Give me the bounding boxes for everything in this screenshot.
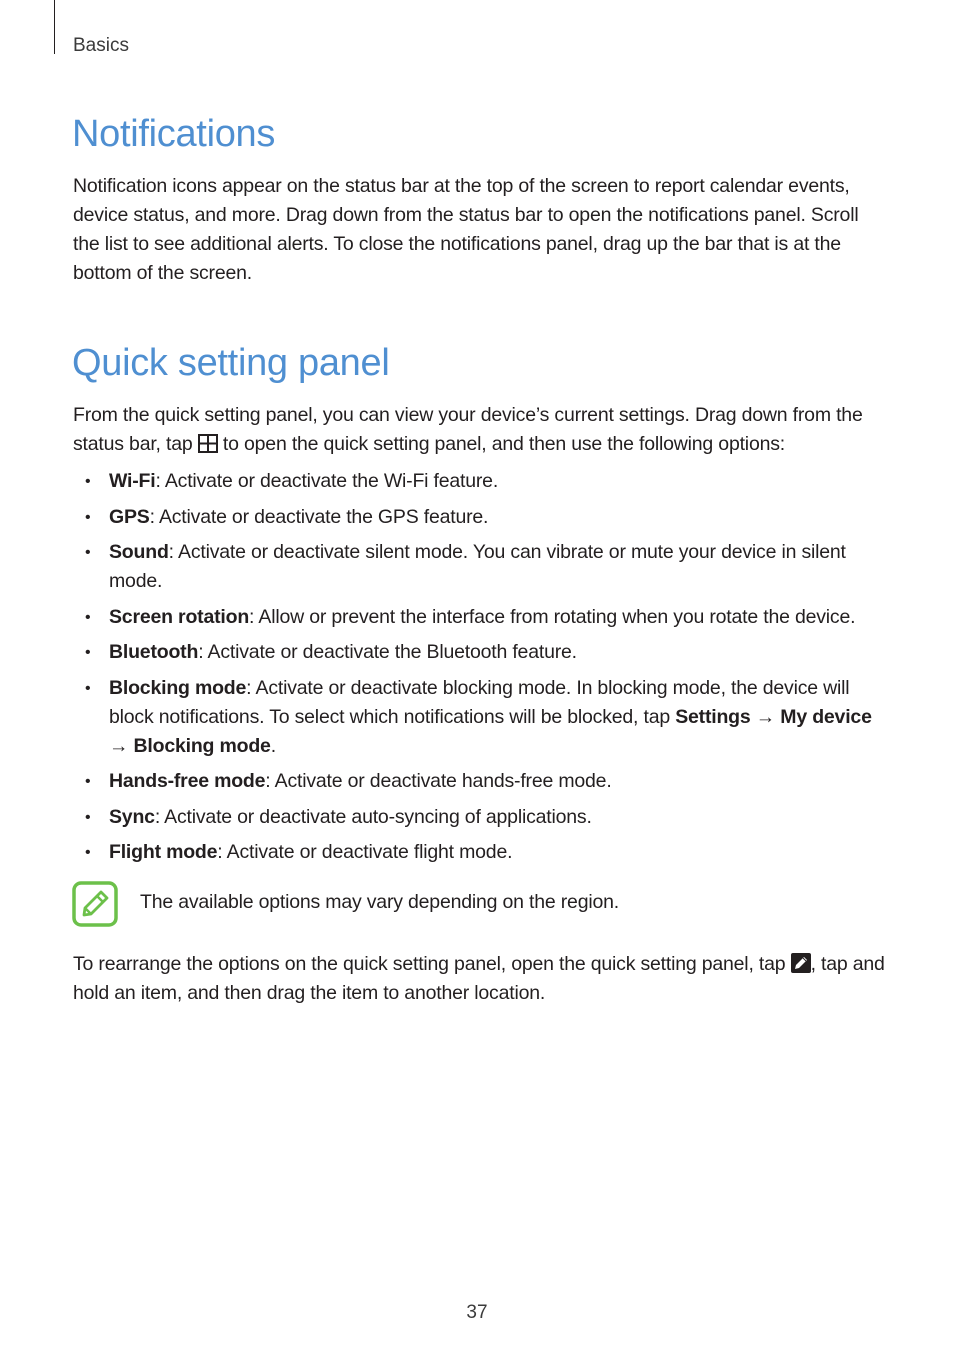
rearrange-paragraph	[73, 950, 885, 1008]
bullet: •	[85, 544, 91, 561]
bullet: •	[85, 608, 91, 626]
list-item	[73, 467, 885, 496]
path-my-device: My device	[780, 705, 872, 728]
rearrange-text-before: To rearrange the options on the quick setting panel, open the quick setting panel, tap	[73, 953, 791, 975]
option-desc: : Allow or prevent the interface from rotating when you rotate the device.	[249, 605, 856, 628]
option-term: Wi-Fi	[109, 470, 156, 492]
notifications-body: Notification icons appear on the status bar at the top of the screen to report calendar events, device status, and more. Drag down from the status bar to open the notifications panel. Scroll the list to see additional alerts. To close the notifications panel, drag up the bar that is at the bottom of the screen.	[73, 175, 859, 284]
intro-text-before: From the quick setting panel, you can view your device’s current settings. Drag down from the status bar, tap	[73, 404, 863, 455]
option-term: Hands-free mode	[109, 770, 266, 792]
list-item	[73, 803, 885, 832]
option-desc: : Activate or deactivate silent mode. You can vibrate or mute your device in silent mode.	[109, 541, 846, 592]
option-term: GPS	[109, 505, 150, 528]
option-desc: : Activate or deactivate the GPS feature.	[149, 505, 489, 528]
bullet: •	[85, 844, 91, 861]
quick-settings-grid-icon	[198, 434, 218, 453]
margin-rule	[54, 0, 55, 54]
bullet: •	[85, 679, 91, 697]
path-settings: Settings	[675, 705, 751, 728]
notifications-heading: Notifications	[72, 113, 276, 155]
option-term: Bluetooth	[109, 641, 199, 663]
option-desc: : Activate or deactivate flight mode.	[217, 841, 513, 863]
bullet: •	[85, 508, 91, 526]
option-desc: : Activate or deactivate the Wi-Fi feature.	[155, 470, 499, 492]
edit-pencil-icon	[791, 953, 811, 973]
intro-text-after: to open the quick setting panel, and then use the following options:	[217, 433, 785, 455]
option-term: Screen rotation	[109, 605, 250, 628]
path-arrow: →	[109, 734, 134, 757]
list-item	[73, 674, 885, 761]
options-list	[73, 467, 885, 874]
option-desc: : Activate or deactivate auto-syncing of applications.	[154, 805, 592, 828]
option-term: Sync	[109, 805, 155, 828]
option-term: Blocking mode	[109, 676, 247, 699]
bullet: •	[85, 473, 91, 490]
bullet: •	[85, 808, 91, 826]
quick-setting-heading: Quick setting panel	[72, 342, 390, 384]
note-text: The available options may vary depending on the region.	[140, 891, 619, 913]
path-arrow: →	[750, 705, 781, 728]
running-head: Basics	[73, 35, 129, 56]
bullet: •	[85, 773, 91, 790]
option-term: Sound	[109, 541, 169, 563]
bullet: •	[85, 644, 91, 661]
list-item	[73, 638, 885, 667]
quick-setting-intro	[73, 401, 885, 459]
list-item	[73, 767, 885, 796]
list-item	[73, 538, 885, 596]
page-number: 37	[466, 1302, 488, 1323]
list-item	[73, 838, 885, 867]
list-item	[73, 603, 885, 632]
rearrange-text-after: , tap and hold an item, and then drag the item to another location.	[73, 953, 885, 1004]
option-desc: : Activate or deactivate the Bluetooth feature.	[198, 641, 577, 663]
option-term: Flight mode	[109, 841, 218, 863]
list-item	[73, 503, 885, 532]
path-blocking-mode: Blocking mode	[133, 734, 271, 757]
path-end: .	[270, 734, 276, 757]
option-desc: : Activate or deactivate blocking mode. In blocking mode, the device will block notifications. To select which notifications will be blocked, tap	[109, 676, 850, 728]
option-desc: : Activate or deactivate hands-free mode.	[265, 770, 612, 792]
note-pencil-icon	[72, 881, 118, 927]
